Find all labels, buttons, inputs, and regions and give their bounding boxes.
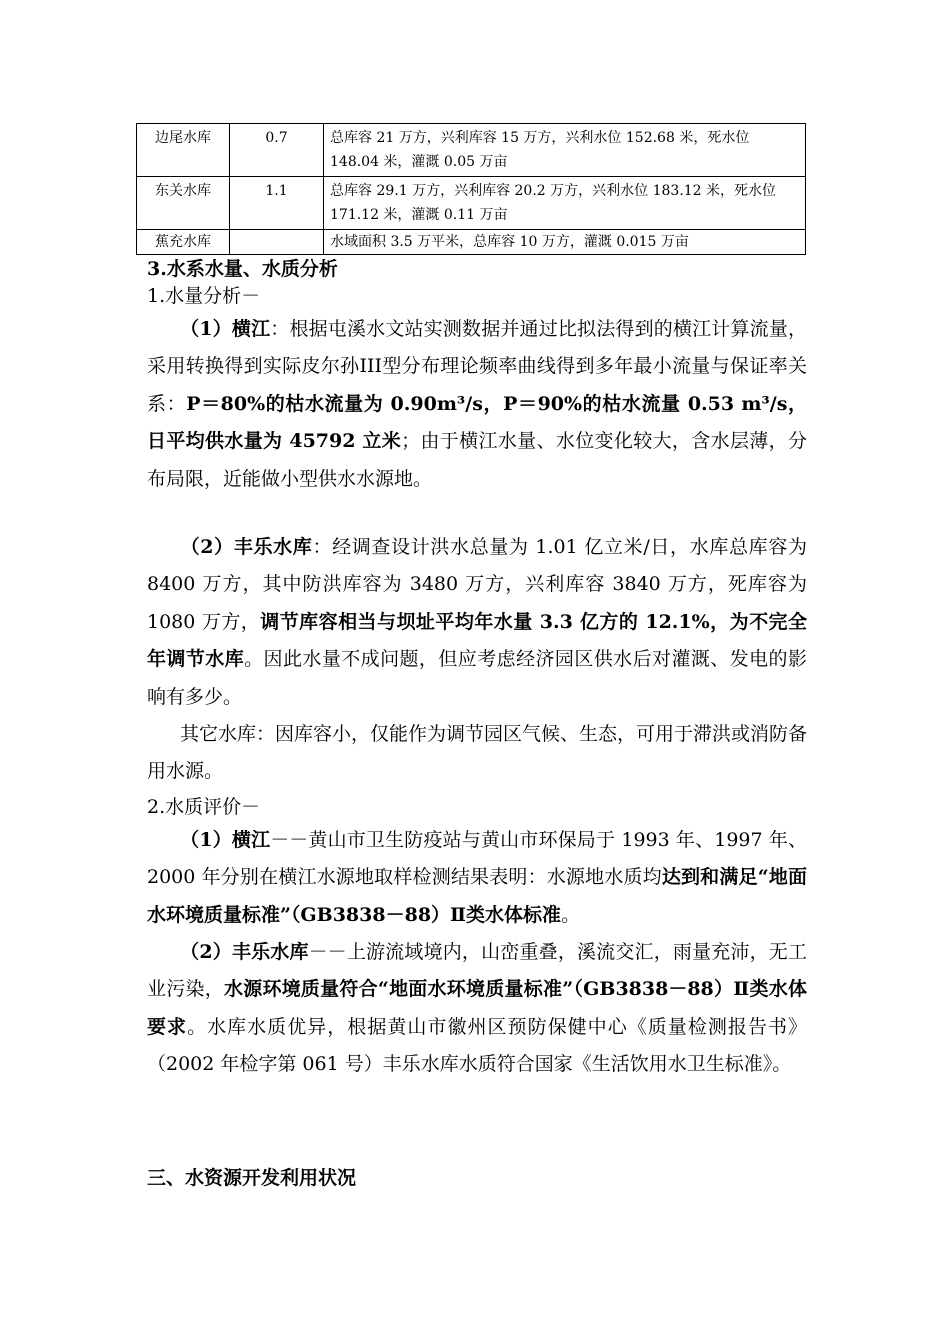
paragraph-text: 。 — [561, 903, 581, 926]
paragraph-text: －－上游流域境内，山峦重叠，溪流交汇，雨量充沛，无工业污染， — [147, 941, 807, 1001]
section-title: 3.水系水量、水质分析 — [147, 258, 338, 280]
paragraph-lead: （2）丰乐水库 — [180, 536, 313, 558]
paragraph-hengjiang-quantity — [147, 311, 807, 498]
paragraph-hengjiang-quality — [147, 822, 807, 934]
table-row — [137, 230, 806, 255]
subsection-title: 2.水质评价－ — [147, 796, 261, 818]
table-row — [137, 177, 806, 230]
paragraph-text: ：根据屯溪水文站实测数据并通过比拟法得到的横江计算流量，采用转换得到实际皮尔孙III型分布理论频率曲线得到多年最小流量与保证率关系： — [147, 318, 807, 415]
reservoir-name: 东关水库 — [137, 177, 230, 230]
reservoir-desc: 总库容 21 万方，兴利库容 15 万方，兴利水位 152.68 米，死水位 148.04 米，灌溉 0.05 万亩 — [324, 124, 806, 177]
reservoir-desc: 水域面积 3.5 万平米，总库容 10 万方，灌溉 0.015 万亩 — [324, 230, 806, 255]
paragraph-text: ；由于横江水量、水位变化较大，含水层薄，分布局限，近能做小型供水水源地。 — [147, 430, 807, 490]
paragraph-lead: （2）丰乐水库 — [180, 941, 309, 963]
paragraph-text: 。因此水量不成问题，但应考虑经济园区供水后对灌溉、发电的影响有多少。 — [147, 648, 807, 708]
paragraph-fengle-quality — [147, 934, 807, 1084]
paragraph-bold-text: 水源环境质量符合“地面水环境质量标准”（GB3838－88）Ⅱ类水体要求 — [147, 978, 807, 1038]
reservoir-value: 1.1 — [230, 177, 324, 230]
paragraph-text: 其它水库：因库容小，仅能作为调节园区气候、生态，可用于滞洪或消防备用水源。 — [147, 723, 808, 783]
paragraph-bold-text: 达到和满足“地面水环境质量标准”（GB3838－88）Ⅱ类水体标准 — [147, 866, 807, 926]
paragraph-text: ：经调查设计洪水总量为 1.01 亿立米/日，水库总库容为 8400 万方，其中防洪库容为 3480 万方，兴利库容 3840 万方，死库容为 1080 万方， — [147, 536, 807, 633]
subsection-title: 1.水量分析－ — [147, 285, 261, 307]
reservoir-table — [136, 123, 806, 255]
table-row — [137, 124, 806, 177]
reservoir-name: 边尾水库 — [137, 124, 230, 177]
reservoir-value: 0.7 — [230, 124, 324, 177]
paragraph-bold-text: 调节库容相当与坝址平均年水量 3.3 亿方的 12.1%，为不完全年调节水库 — [147, 610, 807, 671]
paragraph-lead: （1）横江 — [180, 829, 271, 851]
paragraph-fengle-quantity — [147, 529, 807, 716]
reservoir-value — [230, 230, 324, 255]
paragraph-text: －－黄山市卫生防疫站与黄山市环保局于 1993 年、1997 年、2000 年分别在横江水源地取样检测结果表明：水源地水质均 — [147, 829, 807, 889]
paragraph-other-reservoirs — [147, 716, 807, 791]
reservoir-desc: 总库容 29.1 万方，兴利库容 20.2 万方，兴利水位 183.12 米，死水位 171.12 米，灌溉 0.11 万亩 — [324, 177, 806, 230]
paragraph-text: 。水库水质优异，根据黄山市徽州区预防保健中心《质量检测报告书》（2002 年检字第 061 号）丰乐水库水质符合国家《生活饮用水卫生标准》。 — [147, 1015, 807, 1076]
paragraph-bold-text: P＝80%的枯水流量为 0.90m³/s，P＝90%的枯水流量 0.53 m³/s，日平均供水量为 45792 立米 — [147, 392, 807, 453]
paragraph-lead: （1）横江 — [180, 318, 271, 340]
reservoir-name: 蕉充水库 — [137, 230, 230, 255]
section-title: 三、水资源开发利用状况 — [147, 1167, 357, 1189]
